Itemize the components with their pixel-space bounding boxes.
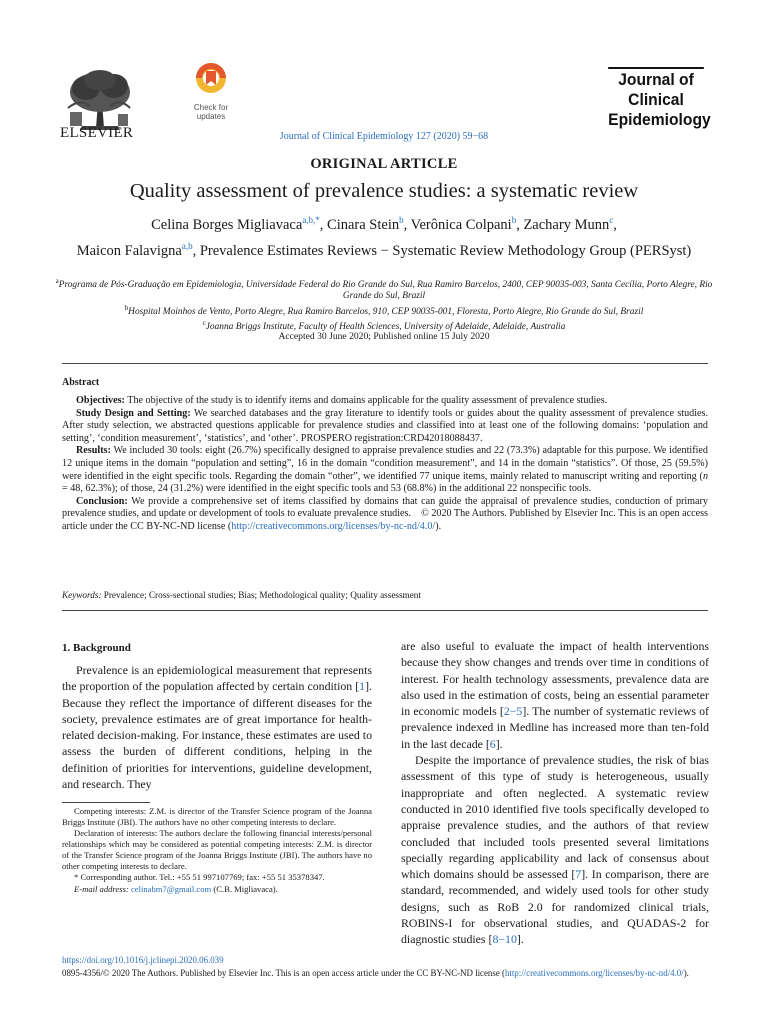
author-affiliation-marker[interactable]: b [511, 215, 517, 225]
paragraph-text: ]. [495, 736, 503, 751]
affiliation-marker: b [124, 303, 129, 312]
copyright-text: 0895-4356/© 2020 The Authors. Published by Elsevier Inc. This is an open access article under the CC BY-NC-ND license ( [62, 968, 505, 978]
author-separator: , [192, 242, 200, 259]
journal-title [608, 67, 711, 130]
abstract-text: We provide a comprehensive set of items classified by domains that can guide the appraisal of prevalence studies, conduction of primary prevalence studies, and update or development of tools to evaluate prevalence studies. © 2020 The Authors. Published by Elsevier Inc. This is an open access article under the CC BY-NC-ND license ( [62, 495, 708, 532]
citation-link[interactable]: 2−5 [503, 704, 523, 719]
copyright-text: ). [683, 968, 689, 978]
abstract-text-italic: n [702, 470, 708, 482]
abstract-label: Conclusion: [76, 495, 128, 507]
paragraph-text: Prevalence is an epidemiological measurement that represents the proportion of the population affected by certain condition [ [62, 663, 372, 694]
author-affiliation-marker[interactable]: c [609, 215, 614, 225]
footnote-divider [62, 802, 150, 803]
footnote-declaration: Declaration of interests: The authors declare the following financial interests/personal relationships which may be considered as potential competing interests: Z.M. is director of the Transfer Science program of the Joanna Briggs Institute (JBI). The authors have no other competing interests to declare. [62, 828, 372, 871]
badge-line-1: Check for [193, 103, 229, 112]
email-suffix: (C.B. Migliavaca). [211, 883, 278, 894]
affiliation-a [50, 276, 718, 303]
author-affiliation-marker[interactable]: a,b,* [302, 215, 320, 225]
abstract-conclusion [62, 496, 708, 534]
footnote-email [62, 884, 372, 895]
group-author-name: Prevalence Estimates Reviews − Systematic Review Methodology Group (PERSyst) [199, 242, 692, 259]
license-link[interactable]: http://creativecommons.org/licenses/by-nc-nd/4.0/ [504, 968, 684, 978]
footnote-competing: Competing interests: Z.M. is director of the Transfer Science program of the Joanna Briggs Institute (JBI). The authors have no other competing interests to declare. [62, 806, 372, 827]
body-column-left [62, 662, 372, 792]
affiliation-text: Hospital Moinhos de Vento, Porto Alegre, Rua Ramiro Barcelos, 910, CEP 90035-001, Floresta, Porto Alegre, Rio Grande do Sul, Brazil [128, 306, 644, 317]
abstract-label: Study Design and Setting: [76, 407, 191, 419]
author-separator: , [319, 216, 328, 233]
author-name: Celina Borges Migliavaca [151, 216, 303, 233]
author-separator: , [403, 216, 411, 233]
affiliation-text: Programa de Pós-Graduação em Epidemiologia, Universidade Federal do Rio Grande do Sul, Rua Ramiro Barcelos, 2400, CEP 90035-003, Santa Cecília, Porto Alegre, Rio Grande do Sul, Brazil [58, 280, 713, 302]
paragraph [401, 638, 709, 752]
publisher-name: ELSEVIER [60, 125, 134, 141]
article-title: Quality assessment of prevalence studies: a systematic review [129, 180, 639, 202]
affiliations [50, 276, 718, 333]
abstract-text: = 48, 62.3%); of those, 24 (31.2%) were identified in the eight specific tools and 53 (68.8%) in the additional 22 nonspecific tools. [62, 483, 592, 495]
affiliation-b [50, 303, 718, 318]
author-line-2 [50, 236, 718, 262]
divider-bottom [62, 610, 708, 611]
check-for-updates-badge[interactable] [182, 60, 240, 126]
author-separator: , [516, 216, 524, 233]
body-column-right [401, 638, 709, 948]
author-line-1 [50, 210, 718, 236]
citation-link[interactable]: 6 [489, 736, 496, 751]
paragraph-text: are also useful to evaluate the impact of health interventions because they show changes and trends over time in conditions of interest. For health technology assessments, prevalence data are also used in the estimation of costs, being an essential parameter in economic models [ [401, 639, 709, 719]
abstract-text: We included 30 tools: eight (26.7%) specifically designed to appraise prevalence studies and 22 (73.3%) adaptable for this purpose. We identified 12 unique items in the domain “population and setting”, 16 in the domain “condition measurement”, and 14 in the domain “statistics”. Of those, 25 (59.5%) were identified in the eight specific tools. Regarding the domain “other”, we identified 77 unique items, mainly related to manuscript writing and reporting ( [62, 445, 708, 482]
badge-line-2: updates [196, 112, 226, 121]
affiliation-text: Joanna Briggs Institute, Faculty of Health Sciences, University of Adelaide, Adelaide, Australia [205, 321, 566, 332]
journal-citation[interactable]: Journal of Clinical Epidemiology 127 (2020) 59−68 [279, 131, 489, 142]
keywords [62, 590, 708, 600]
paragraph-text: ]. [516, 932, 524, 947]
paragraph-text: ]. In comparison, there are standard, recommended, and widely used tools for other study designs, such as RoB 2.0 for randomized clinical trials, ROBINS-I for observational studies, and QUADAS-2 for diagnostic studies [ [401, 867, 709, 947]
check-for-updates-icon [193, 60, 229, 96]
copyright-notice [62, 968, 712, 979]
paragraph-text: ]. The number of systematic reviews of prevalence indexed in Medline has increased more than ten-fold in the last decade [ [401, 704, 709, 751]
email-label: E-mail address: [74, 883, 129, 894]
abstract-label: Objectives: [76, 395, 125, 406]
author-affiliation-marker[interactable]: a,b [181, 240, 193, 251]
author-list [50, 210, 718, 262]
abstract-text: ). [435, 520, 442, 532]
license-link[interactable]: http://creativecommons.org/licenses/by-nc-nd/4.0/ [231, 520, 436, 532]
author-affiliation-marker[interactable]: b [399, 215, 404, 225]
keywords-text: Prevalence; Cross-sectional studies; Bias; Methodological quality; Quality assessment [103, 590, 421, 600]
citation-link[interactable]: 7 [575, 867, 582, 882]
abstract-text: We searched databases and the gray literature to identify tools or guides about the quality assessment of prevalence studies. After study selection, we abstracted questions applicable for prevalence studies and classified into at least one of the following domains: ‘population and setting’, ‘condition measurement’, ‘statistics’, and ‘other’. PROSPERO registration:CRD42018088437. [62, 407, 708, 444]
abstract-body [62, 395, 708, 534]
affiliation-marker: c [202, 318, 206, 327]
paragraph-text: Despite the importance of prevalence studies, the risk of bias assessment of this type of study is heterogeneous, usually inappropriate and often neglected. A systematic review conducted in 2010 identified five tools specifically developed to appraise prevalence studies, and the authors of that review concluded that included tools presented several limitations specially regarding applicability and lack of consensus about which domains should be assessed [ [401, 753, 709, 882]
abstract-objectives [62, 395, 708, 408]
citation-link[interactable]: 1 [359, 679, 366, 694]
paragraph [62, 662, 372, 792]
doi-link[interactable]: https://doi.org/10.1016/j.jclinepi.2020.06.039 [62, 955, 224, 965]
affiliation-marker: a [55, 277, 59, 285]
abstract-label: Results: [76, 445, 111, 457]
paragraph-text: ]. Because they reflect the importance of different diseases for the society, prevalence estimates are of great importance for health-related decision-making. For instance, these estimates are used to assess the burden of different conditions, helping in the definition of priorities for interventions, guideline development, and research. They [62, 679, 372, 792]
author-name: Zachary Munn [523, 216, 610, 233]
abstract-design [62, 408, 708, 446]
paragraph [401, 752, 709, 948]
journal-title-line-3: Epidemiology [608, 110, 711, 129]
abstract-text: The objective of the study is to identify items and domains applicable for the quality assessment of prevalence studies. [127, 395, 608, 406]
footnote-corresponding: * Corresponding author. Tel.: +55 51 997107769; fax: +55 51 35378347. [74, 872, 325, 883]
author-name: Maicon Falavigna [76, 242, 182, 259]
abstract-heading: Abstract [62, 377, 100, 388]
author-name: Cinara Stein [327, 216, 400, 233]
journal-title-line-1: Journal of [618, 70, 694, 89]
abstract-results [62, 445, 708, 495]
citation-link[interactable]: 8−10 [492, 932, 517, 947]
author-name: Verônica Colpani [410, 216, 512, 233]
publication-dates: Accepted 30 June 2020; Published online 15 July 2020 [278, 331, 490, 342]
email-link[interactable]: celinabm7@gmail.com [130, 883, 212, 894]
keywords-label: Keywords: [62, 590, 102, 600]
article-type: ORIGINAL ARTICLE [310, 156, 458, 172]
footnotes [62, 806, 372, 896]
author-separator: , [613, 216, 617, 233]
section-heading-background: 1. Background [62, 642, 131, 654]
journal-title-line-2: Clinical [628, 90, 684, 109]
divider-top [62, 363, 708, 364]
